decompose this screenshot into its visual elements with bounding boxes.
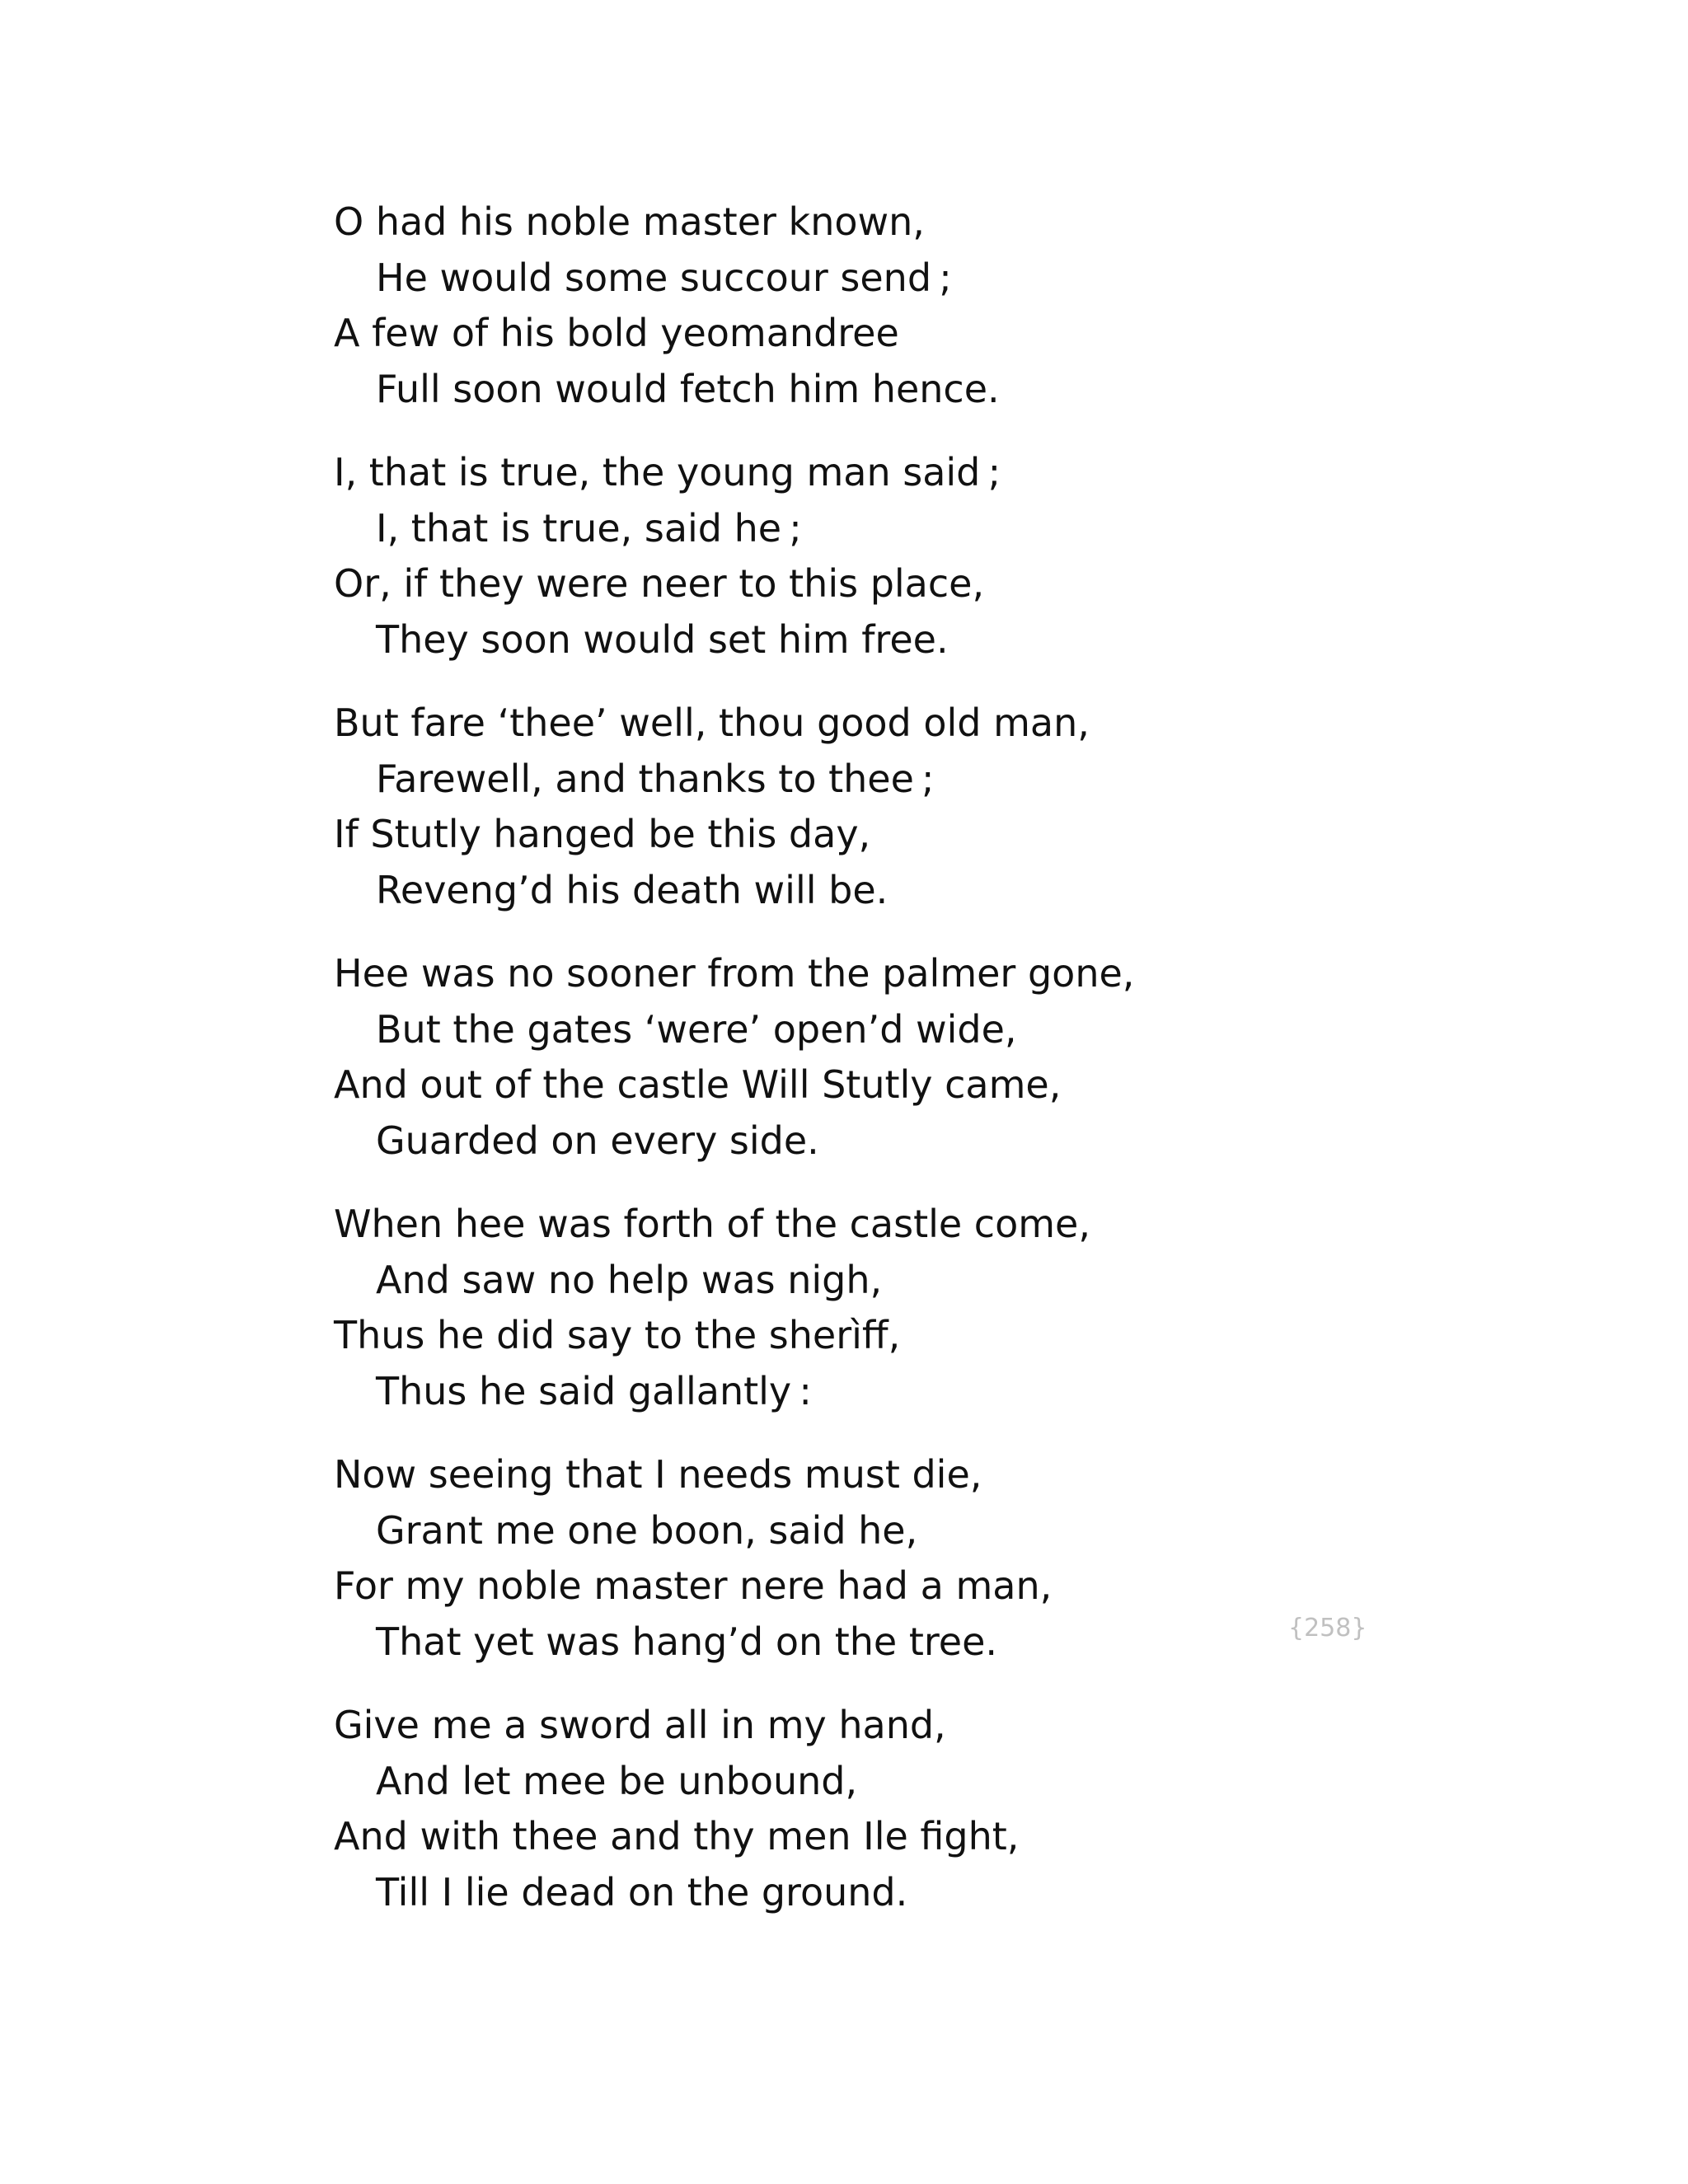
verse-line: O had his noble master known,: [334, 199, 925, 244]
verse-line: When hee was forth of the castle come,: [334, 1202, 1090, 1246]
stanza: [334, 194, 1405, 417]
verse-line: Hee was no sooner from the palmer gone,: [334, 951, 1135, 996]
verse-line: I, that is true, said he ;: [376, 505, 802, 551]
verse-line: Now seeing that I needs must die,: [334, 1452, 982, 1497]
verse-line: Give me a sword all in my hand,: [334, 1703, 946, 1747]
verse-line: Farewell, and thanks to thee ;: [376, 756, 935, 801]
verse-line: And out of the castle Will Stutly came,: [334, 1062, 1062, 1107]
verse-line: Grant me one boon, said he,: [376, 1507, 918, 1553]
verse-line: Reveng’d his death will be.: [376, 867, 889, 912]
verse-line: Guarded on every side.: [376, 1118, 819, 1163]
verse-line: Full soon would fetch him hence.: [376, 366, 1000, 411]
poem-body: [334, 194, 1405, 1948]
verse-line: He would some succour send ;: [376, 255, 952, 300]
verse-line: A few of his bold yeomandree: [334, 311, 899, 355]
stanza: [334, 946, 1405, 1169]
stanza: [334, 696, 1405, 918]
stanza: [334, 445, 1405, 668]
verse-line: And let mee be unbound,: [376, 1758, 858, 1803]
stanza: [334, 1197, 1405, 1419]
verse-line: But fare ‘thee’ well, thou good old man,: [334, 701, 1090, 745]
verse-line: And with thee and thy men Ile fight,: [334, 1814, 1020, 1858]
stanza: [334, 1698, 1405, 1920]
verse-line: If Stutly hanged be this day,: [334, 812, 871, 856]
verse-line: Till I lie dead on the ground.: [376, 1869, 908, 1915]
verse-line: Or, if they were neer to this place,: [334, 561, 985, 606]
verse-line: And saw no help was nigh,: [376, 1257, 883, 1302]
verse-line: Thus he did say to the sherìff,: [334, 1313, 901, 1357]
page-number: {258}: [1288, 1614, 1367, 1643]
verse-line: Thus he said gallantly :: [376, 1368, 812, 1413]
verse-line: But the gates ‘were’ open’d wide,: [376, 1006, 1017, 1052]
verse-line: They soon would set him free.: [376, 616, 949, 662]
verse-line: I, that is true, the young man said ;: [334, 450, 1001, 494]
stanza: [334, 1447, 1405, 1670]
verse-line: For my noble master nere had a man,: [334, 1563, 1053, 1608]
verse-line: That yet was hang’d on the tree.: [376, 1619, 998, 1664]
